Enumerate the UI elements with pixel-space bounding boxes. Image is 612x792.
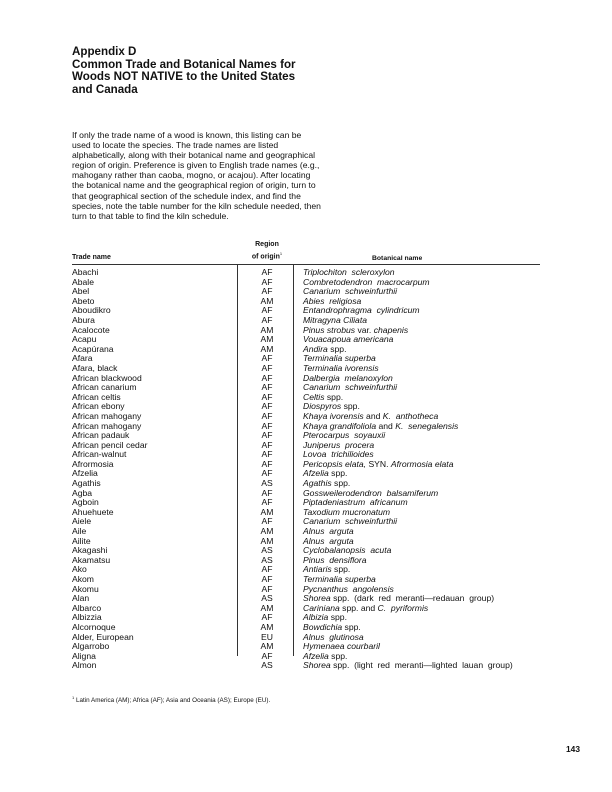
botanical-italic-segment: C. pyriformis — [377, 602, 429, 613]
region-cell: AF — [261, 650, 273, 661]
region-cell: AF — [261, 420, 273, 431]
trade-name-cell: Akom — [72, 574, 94, 584]
botanical-italic-segment: Juniperus procera — [303, 439, 375, 450]
trade-name-cell: Abachi — [72, 267, 99, 277]
trade-name-cell: Aiele — [72, 516, 92, 527]
botanical-italic-segment: Andira — [303, 343, 328, 354]
botanical-italic-segment: Shorea — [303, 660, 331, 671]
region-cell: AF — [261, 430, 273, 441]
botanical-italic-segment: Agathis — [303, 478, 332, 489]
region-cell: AF — [261, 372, 273, 383]
trade-name-cell: Acalocote — [72, 324, 110, 335]
region-cell: AS — [261, 660, 273, 671]
botanical-text-segment: spp. — [331, 478, 351, 489]
title-line: Appendix D — [72, 45, 137, 58]
botanical-italic-segment: Vouacapoua americana — [303, 334, 394, 345]
trade-name-cell: Aligna — [72, 650, 96, 661]
table-header — [72, 241, 540, 265]
botanical-italic-segment: Albizia — [303, 612, 329, 623]
region-cell: AF — [261, 382, 273, 393]
botanical-italic-segment: Gossweilerodendron balsamiferum — [303, 487, 439, 498]
botanical-italic-segment: Afzelia — [303, 650, 329, 661]
trade-name-cell: Abale — [72, 276, 94, 287]
region-cell: AM — [260, 602, 274, 613]
trade-name-cell: Albizzia — [72, 612, 102, 623]
footnote-mark: 1 — [72, 695, 75, 700]
botanical-italic-segment: Alnus glutinosa — [303, 631, 364, 642]
region-cell: AS — [261, 478, 273, 489]
botanical-text-segment: spp. — [331, 564, 351, 575]
region-cell: EU — [261, 631, 273, 642]
trade-name-cell: African celtis — [72, 391, 121, 402]
botanical-italic-segment: Abies religiosa — [303, 295, 362, 306]
botanical-text-segment: spp. — [327, 343, 347, 354]
trade-name-cell: Alan — [72, 593, 90, 604]
page-title — [72, 46, 332, 96]
trade-name-cell: African blackwood — [72, 372, 142, 383]
column-header-region — [232, 240, 302, 261]
region-cell: AF — [261, 314, 273, 325]
region-cell: AF — [261, 449, 273, 460]
botanical-text-segment: spp. and — [339, 602, 378, 613]
trade-name-cell: Acapúrana — [72, 343, 114, 354]
botanical-italic-segment: Khaya grandifoliola — [303, 420, 377, 431]
region-cell: AM — [260, 526, 274, 537]
botanical-text-segment: and — [363, 410, 383, 421]
botanical-italic-segment: Combretodendron macrocarpum — [303, 276, 430, 287]
botanical-text-segment: spp. — [328, 612, 347, 623]
region-cell: AM — [260, 621, 274, 632]
region-cell: AF — [261, 362, 273, 373]
botanical-italic-segment: Alnus arguta — [303, 526, 354, 537]
botanical-italic-segment: Hymenaea courbaril — [303, 641, 380, 652]
botanical-italic-segment: Lovoa trichilioides — [303, 449, 374, 460]
trade-name-cell: Akamatsu — [72, 554, 111, 565]
region-cell: AF — [261, 583, 273, 594]
intro-paragraph — [72, 130, 322, 221]
botanical-text-segment: var. — [355, 324, 374, 335]
botanical-text-segment: spp. — [342, 621, 361, 632]
region-cell: AF — [261, 353, 273, 364]
region-cell: AF — [261, 276, 273, 287]
botanical-name-cell — [303, 661, 513, 671]
botanical-italic-segment: Antiaris — [303, 564, 332, 575]
botanical-italic-segment: K. anthotheca — [382, 410, 439, 421]
botanical-italic-segment: Pinus strobus — [303, 324, 356, 335]
trade-name-cell: African-walnut — [72, 449, 127, 460]
region-cell: AF — [261, 458, 273, 469]
footnote-text: Latin America (AM); Africa (AF); Asia and Oceania (AS); Europe (EU). — [75, 697, 271, 705]
trade-name-cell: African mahogany — [72, 420, 142, 431]
botanical-italic-segment: Taxodium mucronatum — [303, 506, 391, 517]
trade-name-cell: Ailite — [72, 535, 91, 546]
trade-name-cell: Afzelia — [72, 468, 98, 479]
footnote-mark: 1 — [279, 250, 283, 256]
intro-text: If only the trade name of a wood is known, this listing can be used to locate the species. The trade names are listed alphabetically, along with their botanical name and geographical region of origin. Preference is given to English trade names (e.g., mahogany rather than caoba, mogno, or acajou). After locating the botanical name and the geographical region of origin, turn to that geographical section of the schedule index, and find the species, note the table number for the kiln schedule needed, then turn to that table to find the kiln schedule. — [72, 130, 321, 221]
region-cell: AF — [261, 612, 273, 623]
region-cell: AM — [260, 334, 274, 345]
region-cell: AF — [261, 564, 273, 575]
trade-name-cell: African pencil cedar — [72, 439, 148, 450]
botanical-italic-segment: Terminalia superba — [303, 353, 376, 364]
botanical-italic-segment: Canarium schweinfurthii — [303, 382, 398, 393]
title-line: and Canada — [72, 82, 138, 96]
column-header-trade-name: Trade name — [72, 254, 111, 261]
footnote — [72, 695, 270, 704]
botanical-italic-segment: Canarium schweinfurthii — [303, 286, 398, 297]
trade-name-cell: Agba — [72, 487, 93, 498]
trade-name-cell: Algarrobo — [72, 641, 110, 652]
trade-name-cell: Afara, black — [72, 362, 118, 373]
trade-name-cell: Akagashi — [72, 545, 108, 556]
trade-name-cell: Aile — [72, 526, 87, 537]
region-cell: AF — [261, 267, 273, 277]
region-cell: AM — [260, 295, 274, 306]
trade-name-cell: Almon — [72, 660, 97, 671]
column-header-botanical-name: Botanical name — [372, 255, 423, 262]
region-cell: AF — [261, 286, 273, 297]
botanical-text-segment: spp. — [328, 468, 348, 479]
botanical-text-segment: spp. — [341, 401, 360, 412]
trade-name-cell: Abura — [72, 314, 95, 325]
botanical-italic-segment: Shorea — [303, 593, 331, 604]
botanical-italic-segment: K. senegalensis — [395, 420, 459, 431]
region-cell: AS — [261, 554, 273, 565]
region-cell: AS — [261, 545, 273, 556]
botanical-italic-segment: Canarium schweinfurthii — [303, 516, 398, 527]
botanical-italic-segment: Piptadeniastrum africanum — [303, 497, 408, 508]
region-cell: AM — [260, 324, 274, 335]
region-cell: AM — [260, 641, 274, 652]
botanical-text-segment: spp. (dark red meranti—redauan group) — [330, 593, 495, 604]
botanical-italic-segment: Khaya ivorensis — [303, 410, 364, 421]
botanical-italic-segment: Alnus arguta — [303, 535, 354, 546]
trade-name-cell: Afrormosia — [72, 458, 114, 469]
region-cell: AF — [261, 391, 273, 402]
botanical-text-segment: SYN. — [366, 458, 391, 469]
trade-name-cell: Abeto — [72, 295, 95, 306]
botanical-italic-segment: Terminalia superba — [303, 574, 376, 584]
botanical-italic-segment: Terminalia ivorensis — [303, 362, 379, 373]
trade-name-cell: Agathis — [72, 478, 101, 489]
table-row — [72, 661, 552, 671]
botanical-italic-segment: Diospyros — [303, 401, 342, 412]
region-cell: AF — [261, 410, 273, 421]
region-header-line2: of origin$^1$ — [251, 250, 283, 260]
trade-name-cell: African ebony — [72, 401, 125, 412]
trade-name-cell: Abel — [72, 286, 90, 297]
trade-name-cell: Alcornoque — [72, 621, 116, 632]
region-cell: AF — [261, 487, 273, 498]
botanical-text-segment: spp. — [324, 391, 344, 402]
botanical-italic-segment: Cyclobalanopsis acuta — [303, 545, 392, 556]
title-line: Common Trade and Botanical Names for — [72, 57, 296, 71]
botanical-text-segment: and — [376, 420, 396, 431]
table-body — [72, 268, 552, 671]
botanical-text-segment: spp. — [328, 650, 348, 661]
region-cell: AF — [261, 468, 273, 479]
botanical-italic-segment: Afzelia — [303, 468, 329, 479]
botanical-italic-segment: Bowdichia — [303, 621, 343, 632]
region-cell: AM — [260, 343, 274, 354]
botanical-italic-segment: Triplochiton scleroxylon — [303, 267, 395, 277]
region-cell: AM — [260, 506, 274, 517]
botanical-text-segment: spp. (light red meranti—lighted lauan group) — [330, 660, 513, 671]
region-cell: AF — [261, 305, 273, 316]
trade-name-cell: Ako — [72, 564, 87, 575]
botanical-italic-segment: Pericopsis elata, — [303, 458, 367, 469]
page-number: 143 — [566, 744, 580, 754]
botanical-italic-segment: Celtis — [303, 391, 325, 402]
trade-name-cell: Afara — [72, 353, 93, 364]
region-cell: AF — [261, 497, 273, 508]
botanical-italic-segment: Pterocarpus soyauxii — [303, 430, 386, 441]
botanical-italic-segment: chapenis — [373, 324, 409, 335]
botanical-italic-segment: Afrormosia elata — [390, 458, 454, 469]
region-cell: AF — [261, 516, 273, 527]
trade-name-cell: Acapu — [72, 334, 97, 345]
trade-name-cell: African padauk — [72, 430, 130, 441]
region-cell: AS — [261, 593, 273, 604]
trade-name-cell: Agboin — [72, 497, 99, 508]
botanical-italic-segment: Mitragyna Ciliata — [303, 314, 367, 325]
region-cell: AF — [261, 401, 273, 412]
trade-name-cell: Aboudikro — [72, 305, 111, 316]
region-cell: AM — [260, 535, 274, 546]
trade-name-cell: Alder, European — [72, 631, 134, 642]
botanical-italic-segment: Entandrophragma cylindricum — [303, 305, 420, 316]
trade-name-cell: Ahuehuete — [72, 506, 114, 517]
title-line: Woods NOT NATIVE to the United States — [72, 70, 296, 84]
botanical-italic-segment: Pinus densiflora — [303, 554, 367, 565]
region-cell: AF — [261, 574, 273, 584]
botanical-italic-segment: Pycnanthus angolensis — [303, 583, 394, 594]
trade-name-cell: Akomu — [72, 583, 99, 594]
botanical-italic-segment: Dalbergia melanoxylon — [303, 372, 393, 383]
botanical-italic-segment: Cariniana — [303, 602, 340, 613]
trade-name-cell: African mahogany — [72, 410, 142, 421]
trade-name-cell: Albarco — [72, 602, 102, 613]
region-cell: AF — [261, 439, 273, 450]
trade-name-cell: African canarium — [72, 382, 137, 393]
header-rule — [72, 264, 540, 265]
region-header-line1: Region — [255, 240, 279, 248]
